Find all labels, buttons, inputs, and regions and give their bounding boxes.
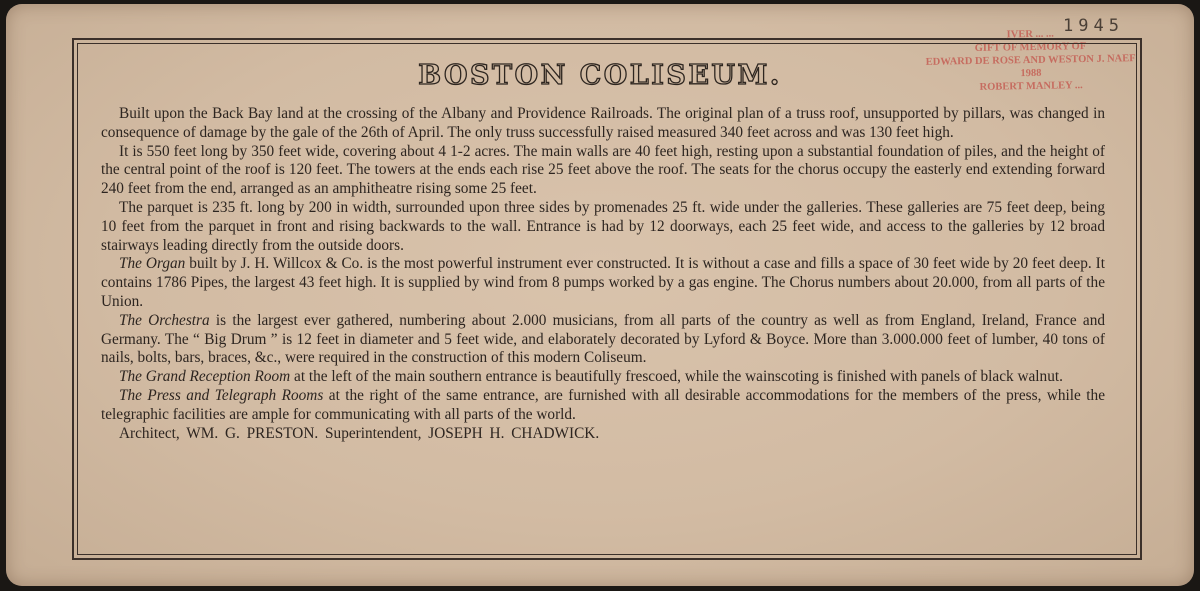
paragraph [101, 312, 1105, 368]
paragraph [101, 368, 1105, 387]
paragraph-lead: The Press and Telegraph Rooms [119, 386, 324, 404]
paragraph-text: at the left of the main southern entrance is beautifully frescoed, while the wainscoting is finished with panels of black walnut. [290, 368, 1063, 386]
stamp-line: IVER ... ... [1006, 28, 1054, 41]
catalog-number: 1945 [1063, 16, 1124, 36]
stamp-line: GIFT OF MEMORY OF [974, 41, 1087, 54]
stamp-line: EDWARD DE ROSE AND WESTON J. NAEF [925, 53, 1136, 68]
stamp-line: ROBERT MANLEY ... [979, 80, 1083, 93]
paragraph-lead: The Orchestra [119, 311, 210, 329]
paragraph-text: Built upon the Back Bay land at the crossing of the Albany and Providence Railroads. The original plan of a truss roof, unsupported by pillars, was changed in consequence of damage by the gale of the 26th of April. The only truss successfully raised measured 340 feet across and was 130 feet high. [101, 105, 1105, 141]
paragraph [101, 255, 1105, 311]
paragraph-text: built by J. H. Willcox & Co. is the most powerful instrument ever constructed. It is without a case and fills a space of 30 feet wide by 20 feet deep. It contains 1786 Pipes, the largest 43 feet high. It is supplied by wind from 8 pumps worked by a gas engine. The Chorus numbers about 20.000, from all parts of the Union. [101, 255, 1105, 310]
paragraph-lead: The Grand Reception Room [119, 368, 291, 386]
description-text [101, 105, 1105, 443]
paragraph [101, 199, 1105, 255]
paragraph-text: It is 550 feet long by 350 feet wide, covering about 4 1-2 acres. The main walls are 40 feet high, resting upon a substantial foundation of piles, and the height of the central point of the roof is 120 feet. The towers at the ends each rise 25 feet above the roof. The seats for the chorus occupy the easterly end extending forward 240 feet from the end, arranged as an amphitheatre rising some 25 feet. [101, 142, 1105, 198]
paragraph-text: is the largest ever gathered, numbering about 2.000 musicians, from all parts of the country as well as from England, Ireland, France and Germany. The “ Big Drum ” is 12 feet in diameter and 5 feet wide, and elaborately decorated by Lyford & Boyce. More than 3.000.000 feet of lumber, 40 tons of nails, bolts, bars, braces, &c., were required in the construction of this modern Coliseum. [101, 311, 1106, 367]
paragraph [101, 105, 1105, 143]
credits-line: Architect, WM. G. PRESTON. Superintendent, JOSEPH H. CHADWICK. [119, 424, 600, 442]
paragraph-text: The parquet is 235 ft. long by 200 in width, surrounded upon three sides by promenades 25 ft. wide under the galleries. These galleries are 75 feet deep, being 10 feet from the parquet in front and rising backwards to the wall. Entrance is had by 12 doorways, each 25 feet wide, and access to the galleries by 12 broad stairways leading directly from the outside doors. [101, 198, 1105, 254]
stereograph-card-back [6, 4, 1194, 586]
card-title: BOSTON COLISEUM. [418, 60, 782, 91]
stamp-line: 1988 [1020, 67, 1042, 80]
paragraph-text: at the right of the same entrance, are furnished with all desirable accommodations for the members of the press, while the telegraphic facilities are ample for communicating with all parts of the world. [101, 386, 1105, 423]
paragraph-lead: The Organ [119, 255, 186, 273]
paragraph [101, 387, 1105, 425]
paragraph [101, 143, 1105, 199]
